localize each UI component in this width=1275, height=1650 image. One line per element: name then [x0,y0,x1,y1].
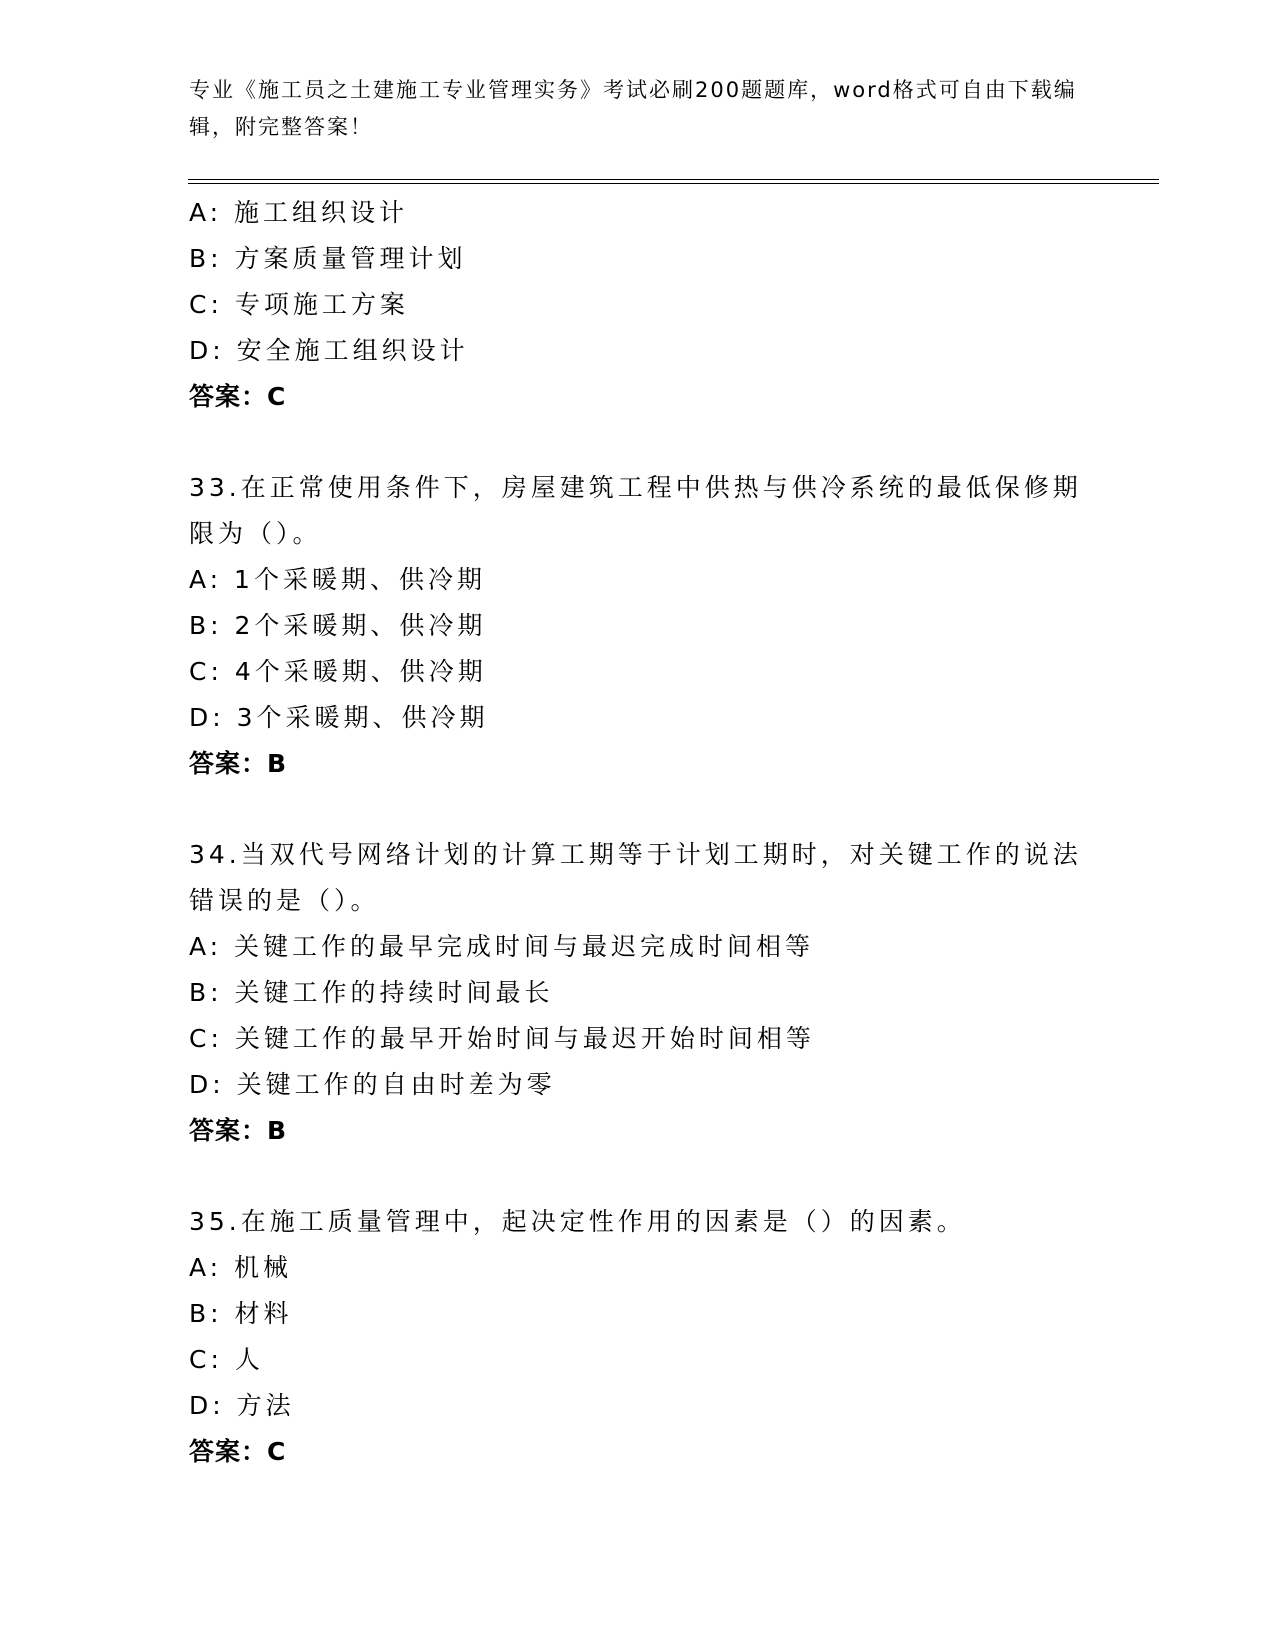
spacer [189,420,1089,465]
question-text: 35.在施工质量管理中，起决定性作用的因素是（）的因素。 [189,1207,966,1236]
question-block [189,832,1089,1154]
option-c: C: 关键工作的最早开始时间与最迟开始时间相等 [189,1024,815,1053]
option-d: D: 方法 [189,1391,295,1420]
option-c: C: 4个采暖期、供冷期 [189,657,487,686]
answer-line: 答案：C [189,1437,287,1466]
header-divider-top [188,179,1159,180]
option-d: D: 关键工作的自由时差为零 [189,1070,556,1099]
header-divider-bottom [188,183,1159,184]
option-a: A: 1个采暖期、供冷期 [189,565,486,594]
document-header: 专业《施工员之土建施工专业管理实务》考试必刷200题题库，word格式可自由下载编辑，附完整答案！ [189,78,1077,139]
spacer [189,787,1089,832]
spacer [189,1154,1089,1199]
option-b: B: 关键工作的持续时间最长 [189,978,554,1007]
option-c: C: 人 [189,1345,264,1374]
answer-line: 答案：B [189,749,288,778]
question-text: 34.当双代号网络计划的计算工期等于计划工期时，对关键工作的说法错误的是（）。 [189,840,1082,915]
answer-line: 答案：C [189,382,287,411]
question-list [189,190,1089,1475]
option-d: D: 3个采暖期、供冷期 [189,703,489,732]
answer-line: 答案：B [189,1116,288,1145]
option-b: B: 2个采暖期、供冷期 [189,611,487,640]
question-block [189,1199,1089,1475]
question-block [189,465,1089,787]
option-b: B: 材料 [189,1299,293,1328]
option-a: A: 机械 [189,1253,293,1282]
option-a: A: 施工组织设计 [189,198,409,227]
option-b: B: 方案质量管理计划 [189,244,467,273]
option-c: C: 专项施工方案 [189,290,409,319]
question-block [189,190,1089,420]
option-d: D: 安全施工组织设计 [189,336,469,365]
option-a: A: 关键工作的最早完成时间与最迟完成时间相等 [189,932,815,961]
question-text: 33.在正常使用条件下，房屋建筑工程中供热与供冷系统的最低保修期限为（）。 [189,473,1082,548]
